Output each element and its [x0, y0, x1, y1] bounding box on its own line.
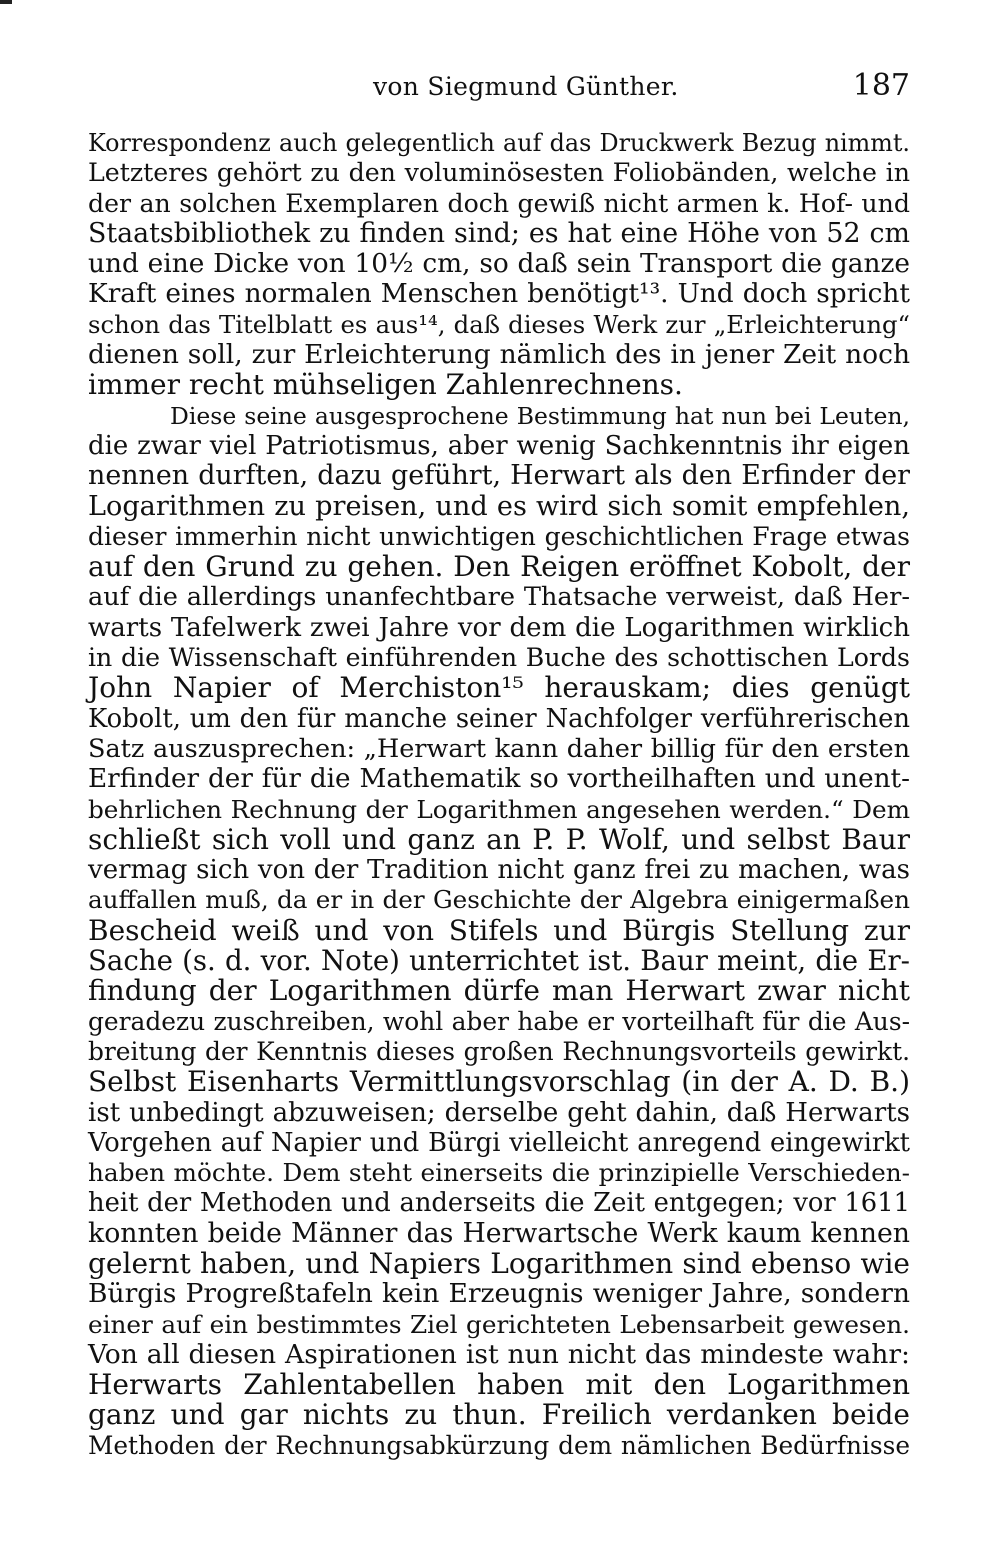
text-line: Kobolt, um den für manche seiner Nachfolger verführerischen [88, 703, 910, 734]
text-line: Bürgis Progreßtafeln kein Erzeugnis weniger Jahre, sondern [88, 1278, 910, 1310]
text-line: schließt sich voll und ganz an P. P. Wolf, und selbst Baur [88, 822, 910, 856]
scan-mark [0, 0, 12, 4]
text-line: konnten beide Männer das Herwartsche Werk kaum kennen [88, 1217, 910, 1249]
text-line: Methoden der Rechnungsabkürzung dem nämlichen Bedürfnisse [88, 1430, 910, 1460]
text-line: behrlichen Rechnung der Logarithmen angesehen werden.“ Dem [88, 794, 910, 824]
text-line: ist unbedingt abzuweisen; derselbe geht dahin, daß Herwarts [88, 1097, 910, 1128]
text-line: die zwar viel Patriotismus, aber wenig Sachkenntnis ihr eigen [88, 430, 910, 461]
page-header [88, 68, 910, 112]
text-line: auf die allerdings unanfechtbare Thatsache verweist, daß Her- [88, 582, 910, 613]
text-line: Letzteres gehört zu den voluminösesten Foliobänden, welche in [88, 158, 910, 188]
text-line: auf den Grund zu gehen. Den Reigen eröffnet Kobolt, der [88, 550, 910, 584]
running-title: von Siegmund Günther. [373, 72, 679, 101]
text-line: geradezu zuschreiben, wohl aber habe er vorteilhaft für die Aus- [88, 1006, 910, 1036]
text-line: Satz auszusprechen: „Herwart kann daher billig für den ersten [88, 733, 910, 764]
text-line: vermag sich von der Tradition nicht ganz frei zu machen, was [88, 855, 910, 886]
text-line: Staatsbibliothek zu finden sind; es hat eine Höhe von 52 cm [88, 217, 910, 249]
text-line: Selbst Eisenharts Vermittlungsvorschlag (in der A. D. B.) [88, 1065, 910, 1099]
text-line: Diese seine ausgesprochene Bestimmung hat nun bei Leuten, [170, 401, 910, 430]
text-line: schon das Titelblatt es aus¹⁴, daß dieses Werk zur „Erleichterung“ [88, 309, 910, 339]
text-line: Korrespondenz auch gelegentlich auf das Druckwerk Bezug nimmt. [88, 129, 910, 157]
text-line: Vorgehen auf Napier und Bürgi vielleicht anregend eingewirkt [88, 1127, 910, 1158]
text-line: dienen soll, zur Erleichterung nämlich des in jener Zeit noch [88, 339, 910, 371]
text-line: dieser immerhin nicht unwichtigen geschichtlichen Frage etwas [88, 521, 910, 551]
body-text [88, 128, 910, 1461]
text-line: Bescheid weiß und von Stifels und Bürgis Stellung zur [88, 913, 910, 947]
text-line: haben möchte. Dem steht einerseits die prinzipielle Verschieden- [88, 1158, 910, 1188]
text-line: Herwarts Zahlentabellen haben mit den Logarithmen [88, 1368, 910, 1402]
text-line: nennen durften, dazu geführt, Herwart als den Erfinder der [88, 460, 910, 492]
text-line: Von all diesen Aspirationen ist nun nicht das mindeste wahr: [88, 1338, 910, 1370]
text-line: auffallen muß, da er in der Geschichte der Algebra einigermaßen [88, 885, 910, 915]
text-line: Kraft eines normalen Menschen benötigt¹³. Und doch spricht [88, 279, 910, 310]
text-line: findung der Logarithmen dürfe man Herwart zwar nicht [88, 974, 910, 1008]
text-line: immer recht mühseligen Zahlenrechnens. [88, 368, 683, 402]
text-line: breitung der Kenntnis dieses großen Rechnungsvorteils gewirkt. [88, 1036, 910, 1066]
text-line: der an solchen Exemplaren doch gewiß nicht armen k. Hof- und [88, 188, 910, 218]
text-line: gelernt haben, und Napiers Logarithmen sind ebenso wie [88, 1246, 910, 1280]
text-line: warts Tafelwerk zwei Jahre vor dem die Logarithmen wirklich [88, 612, 910, 643]
text-line: ganz und gar nichts zu thun. Freilich verdanken beide [88, 1398, 910, 1432]
page-number: 187 [852, 68, 910, 103]
text-line: einer auf ein bestimmtes Ziel gerichteten Lebensarbeit gewesen. [88, 1309, 910, 1339]
text-line: in die Wissenschaft einführenden Buche des schottischen Lords [88, 643, 910, 673]
text-line: Erfinder der für die Mathematik so vortheilhaften und unent- [88, 764, 910, 795]
text-line: und eine Dicke von 10½ cm, so daß sein Transport die ganze [88, 249, 910, 280]
text-line: Logarithmen zu preisen, und es wird sich somit empfehlen, [88, 490, 910, 522]
text-line: John Napier of Merchiston¹⁵ herauskam; dies genügt [88, 671, 910, 705]
text-line: heit der Methoden und anderseits die Zeit entgegen; vor 1611 [88, 1188, 910, 1219]
text-line: Sache (s. d. vor. Note) unterrichtet ist. Baur meint, die Er- [88, 944, 910, 978]
